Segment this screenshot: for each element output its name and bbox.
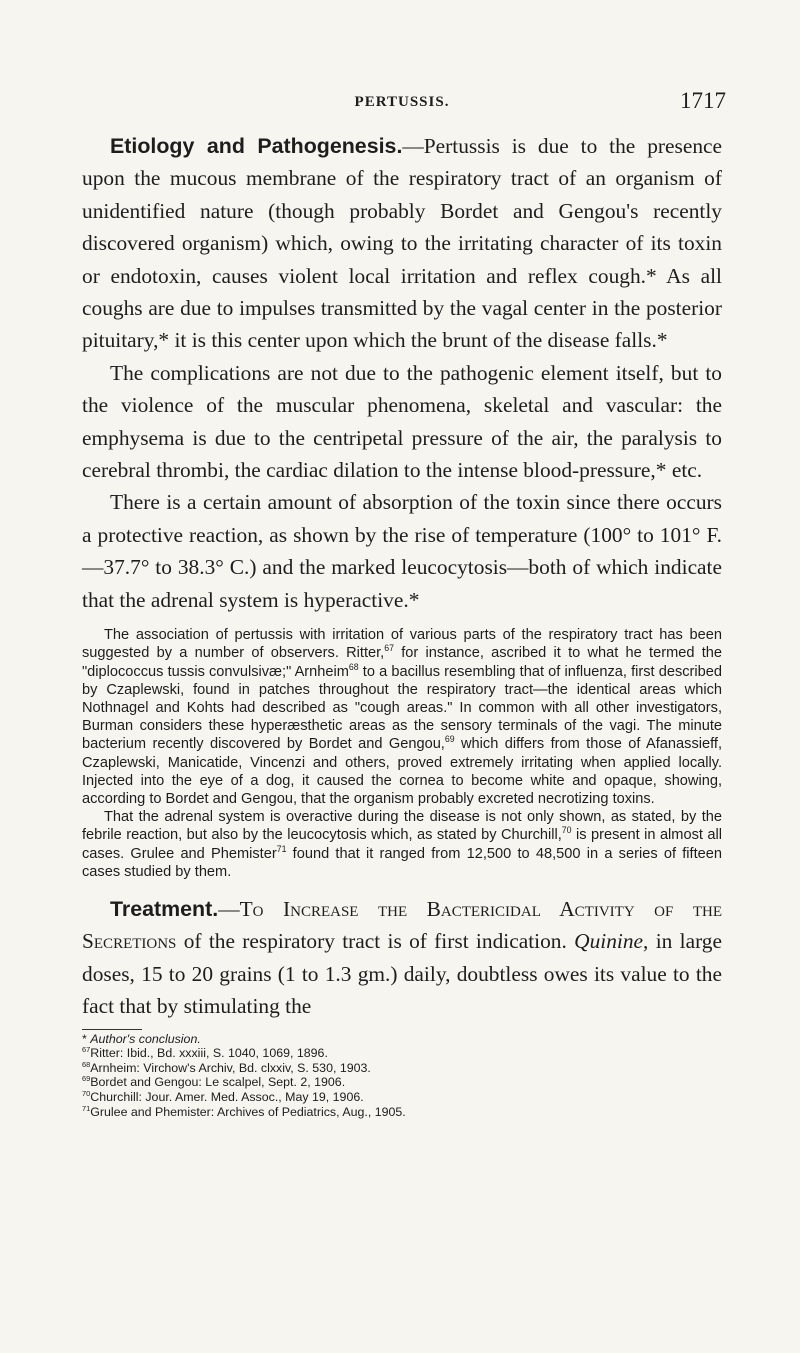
footnote-69 — [82, 1075, 722, 1090]
footnote-ref-69: 69 — [444, 734, 455, 745]
footnote-ref-70: 70 — [561, 825, 572, 836]
footnote-mark: 71 — [82, 1103, 91, 1113]
footnote-text: Ritter: Ibid., Bd. xxxiii, S. 1040, 1069, 1896. — [90, 1046, 328, 1061]
sp1-text-a: The association of pertussis with irritation of various parts of the respiratory tract has been suggested by a number of observers. Ritter, — [82, 627, 722, 662]
etiology-paragraph-1 — [82, 130, 722, 357]
footnote-70 — [82, 1090, 722, 1105]
running-title: PERTUSSIS. — [354, 94, 450, 110]
footnote-mark: 67 — [82, 1045, 91, 1055]
small-print-section — [82, 626, 722, 881]
etiology-heading: Etiology and Pathogenesis. — [110, 134, 403, 158]
footnote-71 — [82, 1105, 722, 1120]
footnote-mark: 69 — [82, 1074, 91, 1084]
footnote-mark: * — [82, 1031, 87, 1046]
footnote-mark: 70 — [82, 1088, 91, 1098]
footnote-author — [82, 1032, 722, 1047]
etiology-paragraph-3: There is a certain amount of absorption of the toxin since there occurs a protective reaction, as shown by the rise of temperature (100° to 101° F.—37.7° to 38.3° C.) and the marked leucocytosis—both of which indicate that the adrenal system is hyperactive.* — [82, 490, 722, 612]
etiology-paragraph-2: The complications are not due to the pathogenic element itself, but to the violence of the muscular phenomena, skeletal and vascular: the emphysema is due to the centripetal pressure of the air, the paralysis to cerebral thrombi, the cardiac dilation to the intense blood-pressure,* etc. — [82, 360, 722, 483]
treatment-heading: Treatment. — [110, 896, 219, 921]
small-print-paragraph-1 — [82, 626, 722, 808]
etiology-section — [82, 130, 722, 616]
treatment-text-b: , in large doses, 15 to 20 grains (1 to 1.3 gm.) daily, doubtless owes its value to the fact that by stimulating the — [82, 929, 722, 1019]
footnote-text: Arnheim: Virchow's Archiv, Bd. clxxiv, S. 530, 1903. — [90, 1060, 371, 1075]
page-header — [82, 88, 726, 130]
footnote-text: Author's conclusion. — [90, 1031, 201, 1046]
treatment-paragraph — [82, 893, 722, 1023]
sp2-text-a: That the adrenal system is overactive during the disease is not only shown, as stated, by the febrile reaction, but also by the leucocytosis which, as stated by Churchill, — [82, 809, 722, 844]
treatment-dash: — — [218, 896, 240, 921]
footnote-67 — [82, 1046, 722, 1061]
footnote-68 — [82, 1061, 722, 1076]
footnote-ref-71: 71 — [276, 843, 287, 854]
footnote-mark: 68 — [82, 1059, 91, 1069]
treatment-subheading: To Increase the Bactericidal Activity of the Secretions — [82, 896, 722, 954]
sp1-text-b: for instance, ascribed it to what he termed the "diplococcus tussis convulsivæ;" Arnheim — [82, 645, 722, 680]
etiology-text-1: —Pertussis is due to the presence upon the mucous membrane of the respiratory tract of an organism of unidentified nature (though probably Bordet and Gengou's recently discovered organism) which, owing to the irritating character of its toxin or endotoxin, causes violent local irritation and reflex cough.* As all coughs are due to impulses transmitted by the vagal center in the posterior pituitary,* it is this center upon which the brunt of the disease falls.* — [82, 134, 723, 353]
footnote-text: Grulee and Phemister: Archives of Pediatrics, Aug., 1905. — [90, 1104, 406, 1119]
footnotes — [82, 1032, 722, 1120]
treatment-italic-quinine: Quinine — [574, 929, 644, 954]
sp1-text-c: to a bacillus resembling that of influenza, first described by Czaplewski, found in patches throughout the respiratory tract—the identical areas which Nothnagel and Kohts had described as "cough areas." In common with all other investigators, Burman considers these hyperæsthetic areas as the sensory terminals of the vagi. The minute bacterium recently discovered by Bordet and Gengou, — [82, 663, 722, 753]
footnote-ref-68: 68 — [348, 661, 359, 672]
footnote-divider — [82, 1029, 142, 1030]
sp2-text-c: found that it ranged from 12,500 to 48,500 in a series of fifteen cases studied by them. — [82, 845, 722, 880]
treatment-text-a: of the respiratory tract is of first indication. — [176, 929, 575, 954]
sp1-text-d: which differs from those of Afanassieff, Czaplewski, Manicatide, Vincenzi and others, proved extremely irritating when applied locally. Injected into the eye of a dog, it caused the cornea to become white and opaque, showing, according to Bordet and Gengou, that the organism probably excreted necrotizing toxins. — [82, 736, 723, 807]
footnote-text: Churchill: Jour. Amer. Med. Assoc., May 19, 1906. — [90, 1089, 364, 1104]
treatment-section — [82, 893, 722, 1023]
footnote-text: Bordet and Gengou: Le scalpel, Sept. 2, 1906. — [90, 1075, 346, 1090]
sp2-text-b: is present in almost all cases. Grulee and Phemister — [82, 827, 722, 862]
page-number: 1717 — [680, 88, 726, 113]
small-print-paragraph-2 — [82, 808, 722, 881]
footnote-ref-67: 67 — [384, 643, 394, 654]
book-page — [82, 88, 726, 1119]
